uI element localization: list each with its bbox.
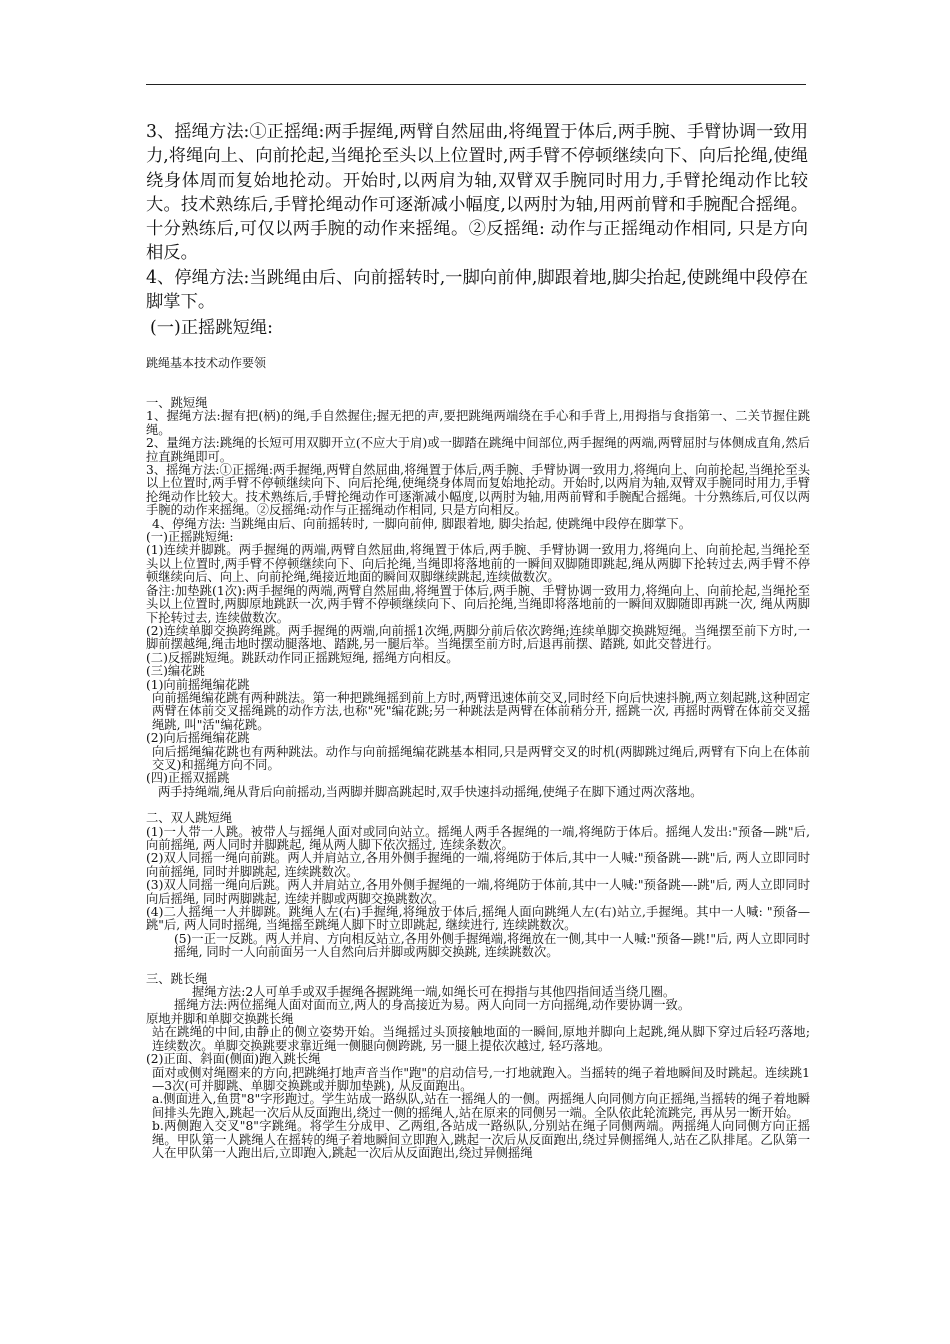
big-paragraph: 4、停绳方法:当跳绳由后、向前摇转时,一脚向前伸,脚跟着地,脚尖抬起,使跳绳中段停在脚掌下。: [146, 267, 808, 313]
section-caption: 跳绳基本技术动作要领: [146, 356, 267, 370]
paragraph: 备注:加垫跳(1次):两手握绳的两端,两臂自然屈曲,将绳置于体后,两手腕、手臂协调一致用力,将绳向上、向前抡起,当绳抡至头以上位置时,两脚原地跳跃一次,两手臂不停顿继续向下、向后抡绳,当绳即将落地前的一瞬间双脚随即再跳一次, 绳从两脚下抡转过去, 连续做数次。: [146, 583, 810, 625]
paragraph: b.两侧跑入交叉"8"字跳绳。将学生分成甲、乙两组,各站成一路纵队,分别站在绳子同侧两端。两摇绳人向同侧方向正摇绳。甲队第一人跳绳人在摇转的绳子着地瞬间立即跑入,跳起一次后从反面跑出,绕过异侧摇绳人,站在乙队排尾。乙队第一人在甲队第一人跑出后,立即跑入,跳起一次后从反面跑出,绕过异侧摇绳: [152, 1119, 810, 1160]
paragraph: (5)一正一反跳。两人并肩、方向相反站立,各用外侧手握绳端,将绳放在一侧,其中一人喊:"预备—跳!"后, 两人立即同时摇绳, 同时一人向前面另一人自然向后并脚或两脚交换跳, 连续跳数次。: [174, 931, 810, 960]
paragraph: (4)二人摇绳一人并脚跳。跳绳人左(右)手握绳,将绳放于体后,摇绳人面向跳绳人左(右)站立,手握绳。其中一人喊: "预备—跳"后, 两人同时摇绳, 当绳摇至跳绳人脚下时立即跳起, 继续进行, 连续跳数次。: [146, 905, 810, 933]
page-bottom-mask: [0, 1268, 950, 1344]
paragraph: (2)连续单脚交换跨绳跳。两手握绳的两端,向前摇1次绳,两脚分前后依次跨绳;连续单脚交换跳短绳。当绳摆至前下方时,一脚前摆越绳,绳击地时摆动腿落地、踏跳,另一腿后举。当绳摆至前方时,后退再前摆、踏跳, 如此交替进行。: [146, 623, 810, 652]
subheading: (二)反摇跳短绳。跳跃动作同正摇跳短绳, 摇绳方向相反。: [146, 650, 459, 665]
subheading: 原地并脚和单脚交换跳长绳: [146, 1011, 294, 1026]
paragraph: (3)双人同摇一绳向后跳。两人并肩站立,各用外侧手握绳的一端,将绳防于体前,其中一人喊:"预备跳—-跳"后, 两人立即同时向后摇绳, 同时两脚跳起, 连续并脚或两脚交换跳数次。: [146, 878, 810, 906]
paragraph: (1)连续并脚跳。两手握绳的两端,两臂自然屈曲,将绳置于体后,两手腕、手臂协调一致用力,将绳向上、向前抡起,当绳抡至头以上位置时,两手臂不停顿继续向下、向后抡绳,当绳即将落地前的一瞬间双脚随即跳起,绳从两脚下抡转过去,两手臂不停顿继续向后、向上、向前抡绳,绳接近地面的瞬间双脚继续跳起,连续做数次。: [146, 543, 810, 585]
paragraph: 站在跳绳的中间,由静止的侧立姿势开始。当绳摇过头顶接触地面的一瞬间,原地并脚向上起跳,绳从脚下穿过后轻巧落地; 连续数次。单脚交换跳要求靠近绳一侧腿向侧跨跳, 另一腿上提依次越过, 轻巧落地。: [152, 1025, 810, 1053]
section-heading: 三、跳长绳: [146, 971, 208, 986]
paragraph: 面对或侧对绳圈来的方向,把跳绳打地声音当作"跑"的启动信号,一打地就跑入。当摇转的绳子着地瞬间及时跳起。连续跳1—3次(可并脚跳、单脚交换跳或并脚加垫跳), 从反面跑出。: [152, 1065, 810, 1093]
main-text-block: [146, 120, 808, 341]
paragraph: 3、摇绳方法:①正摇绳:两手握绳,两臂自然屈曲,将绳置于体后,两手腕、手臂协调一致用力,将绳向上、向前抡起,当绳抡至头以上位置时,两手臂不停顿继续向下、向后抡绳,使绳绕身体周而复始地抡动。开始时,以两肩为轴,双臂双手腕同时用力,手臂抡绳动作比较大。技术熟练后,手臂抡绳动作可逐渐减小幅度,以两肘为轴,用两前臂和手腕配合摇绳。十分熟练后,可仅以两手腕的动作来摇绳。②反摇绳:动作与正摇绳动作相同, 只是方向相反。: [146, 463, 810, 518]
section-heading: 二、双人跳短绳: [146, 811, 233, 826]
paragraph: 4、停绳方法: 当跳绳由后、向前摇转时, 一脚向前伸, 脚跟着地, 脚尖抬起, 使跳绳中段停在脚掌下。: [152, 516, 692, 531]
subheading: (四)正摇双摇跳: [146, 771, 230, 786]
subheading: (一)正摇跳短绳:: [146, 530, 234, 545]
subheading: (2)向后摇绳编花跳: [146, 731, 250, 746]
subheading: (2)正面、斜面(侧面)跑入跳长绳: [146, 1052, 321, 1067]
big-subheading: (一)正摇跳短绳:: [150, 318, 273, 339]
paragraph: 向后摇绳编花跳也有两种跳法。动作与向前摇绳编花跳基本相同,只是两臂交叉的时机(两脚跳过绳后,两臂有下向上在体前交叉)和摇绳方向不同。: [152, 744, 810, 772]
paragraph: 2、量绳方法:跳绳的长短可用双脚开立(不应大于肩)或一脚踏在跳绳中间部位,两手握绳的两端,两臂屈肘与体侧成直角,然后拉直跳绳即可。: [146, 436, 810, 464]
paragraph: a.侧面进入,鱼贯"8"字形跑过。学生站成一路纵队,站在一摇绳人的一侧。两摇绳人向同侧方向正摇绳,当摇转的绳子着地瞬间排头先跑入,跳起一次后从反面跑出,绕过一侧的摇绳人,站在原来的同侧另一端。全队依此轮流跳完, 再从另一断开始。: [152, 1092, 810, 1120]
paragraph: 向前摇绳编花跳有两种跳法。第一种把跳绳摇到前上方时,两臂迅速体前交叉,同时经下向后快速抖腕,两立刻起跳,这种固定两臂在体前交叉摇绳跳的动作方法,也称"死"编花跳;另一种跳法是两臂在体前稍分开, 摇跳一次, 再摇时两臂在体前交叉摇绳跳, 叫"活"编花跳。: [152, 690, 810, 732]
paragraph: 摇绳方法:两位摇绳人面对面而立,两人的身高接近为易。两人向同一方向摇绳,动作要协调一致。: [174, 998, 691, 1013]
subheading: (三)编花跳: [146, 664, 205, 679]
paragraph: (2)双人同摇一绳向前跳。两人并肩站立,各用外侧手握绳的一端,将绳防于体后,其中一人喊:"预备跳—-跳"后, 两人立即同时向前摇绳, 同时并脚跳起, 连续跳数次。: [146, 851, 810, 879]
header-rule: [146, 84, 806, 85]
small-text-block: [146, 397, 810, 1160]
paragraph: 1、握绳方法:握有把(柄)的绳,手自然握住;握无把的声,要把跳绳两端绕在手心和手背上,用拇指与食指第一、二关节握住跳绳。: [146, 409, 810, 437]
section-heading: 一、跳短绳: [146, 396, 208, 410]
subheading: (1)向前摇绳编花跳: [146, 677, 250, 692]
paragraph: 握绳方法:2人可单手或双手握绳各握跳绳一端,如绳长可在拇指与其他四指间适当绕几圈。: [192, 985, 676, 1000]
big-paragraph: 3、摇绳方法:①正摇绳:两手握绳,两臂自然屈曲,将绳置于体后,两手腕、手臂协调一致用力,将绳向上、向前抡起,当绳抡至头以上位置时,两手臂不停顿继续向下、向后抡绳,使绳绕身体周而复始地抡动。开始时,以两肩为轴,双臂双手腕同时用力,手臂抡绳动作比较大。技术熟练后,手臂抡绳动作可逐渐减小幅度,以两肘为轴,用两前臂和手腕配合摇绳。十分熟练后,可仅以两手腕的动作来摇绳。②反摇绳: 动作与正摇绳动作相同, 只是方向相反。: [146, 122, 808, 264]
paragraph: 两手持绳端,绳从背后向前摇动,当两脚并脚高跳起时,双手快速抖动摇绳,使绳子在脚下通过两次落地。: [158, 784, 703, 799]
paragraph: (1)一人带一人跳。被带人与摇绳人面对或同向站立。摇绳人两手各握绳的一端,将绳防于体后。摇绳人发出:"预备—跳"后, 向前摇绳, 两人同时并脚跳起, 绳从两人脚下依次摇过, 连续条数次。: [146, 824, 810, 852]
